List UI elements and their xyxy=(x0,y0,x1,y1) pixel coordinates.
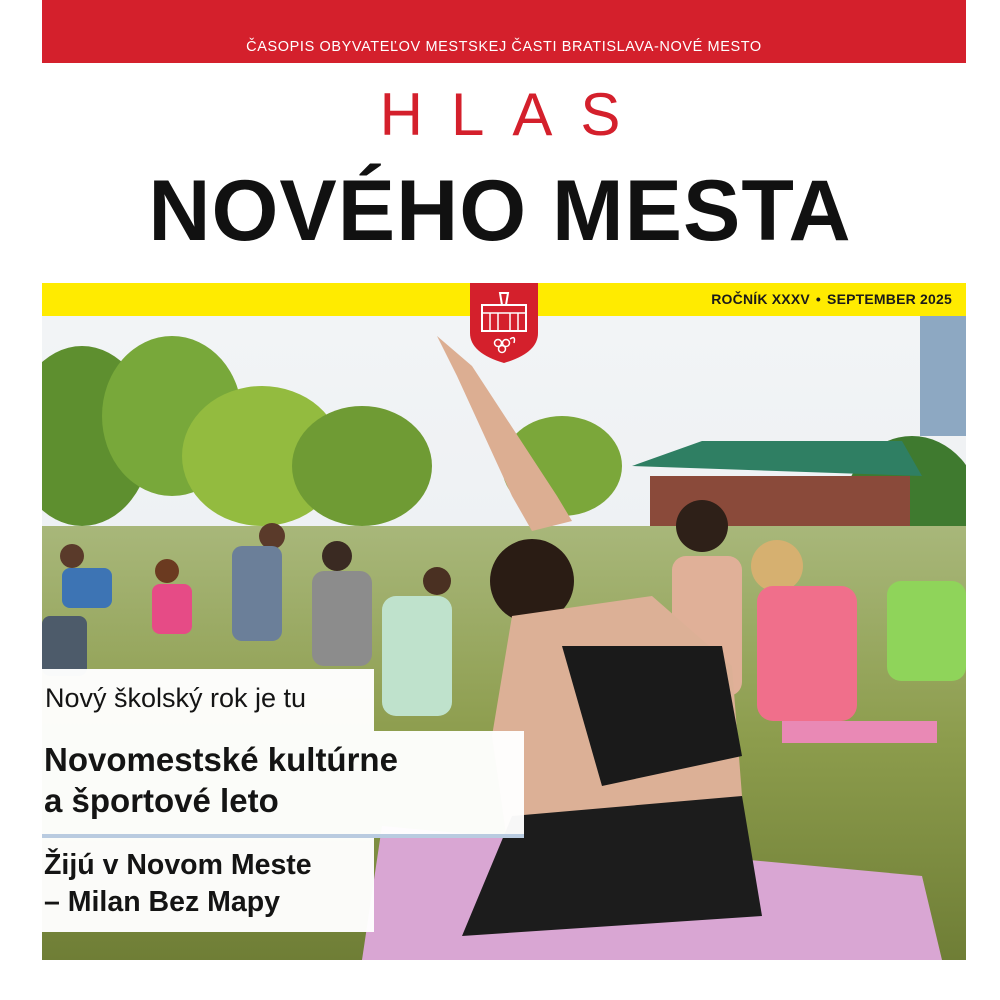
banner-text: ČASOPIS OBYVATEĽOV MESTSKEJ ČASTI BRATISLAVA-NOVÉ MESTO xyxy=(246,39,762,55)
masthead-hlas: HLAS xyxy=(379,81,649,148)
headline-resident-profile[interactable] xyxy=(42,838,374,932)
headline-summer-events-line1: Novomestské kultúrne xyxy=(44,741,398,778)
issue-info xyxy=(711,291,952,307)
top-banner xyxy=(42,0,966,63)
headline-summer-events-line2: a športové leto xyxy=(44,782,279,819)
masthead-noveho-mesta: NOVÉHO MESTA xyxy=(148,163,852,259)
town-hall-crest-icon xyxy=(470,283,538,363)
headline-school-year-text: Nový školský rok je tu xyxy=(45,683,307,713)
headline-resident-profile-line1: Žijú v Novom Meste xyxy=(44,849,312,881)
issue-volume: ROČNÍK XXXV xyxy=(711,291,810,307)
headline-school-year[interactable] xyxy=(42,669,374,731)
issue-separator: • xyxy=(815,291,822,307)
headline-summer-events[interactable] xyxy=(42,731,524,838)
issue-date: SEPTEMBER 2025 xyxy=(827,291,952,307)
headline-resident-profile-line2: – Milan Bez Mapy xyxy=(44,886,280,918)
